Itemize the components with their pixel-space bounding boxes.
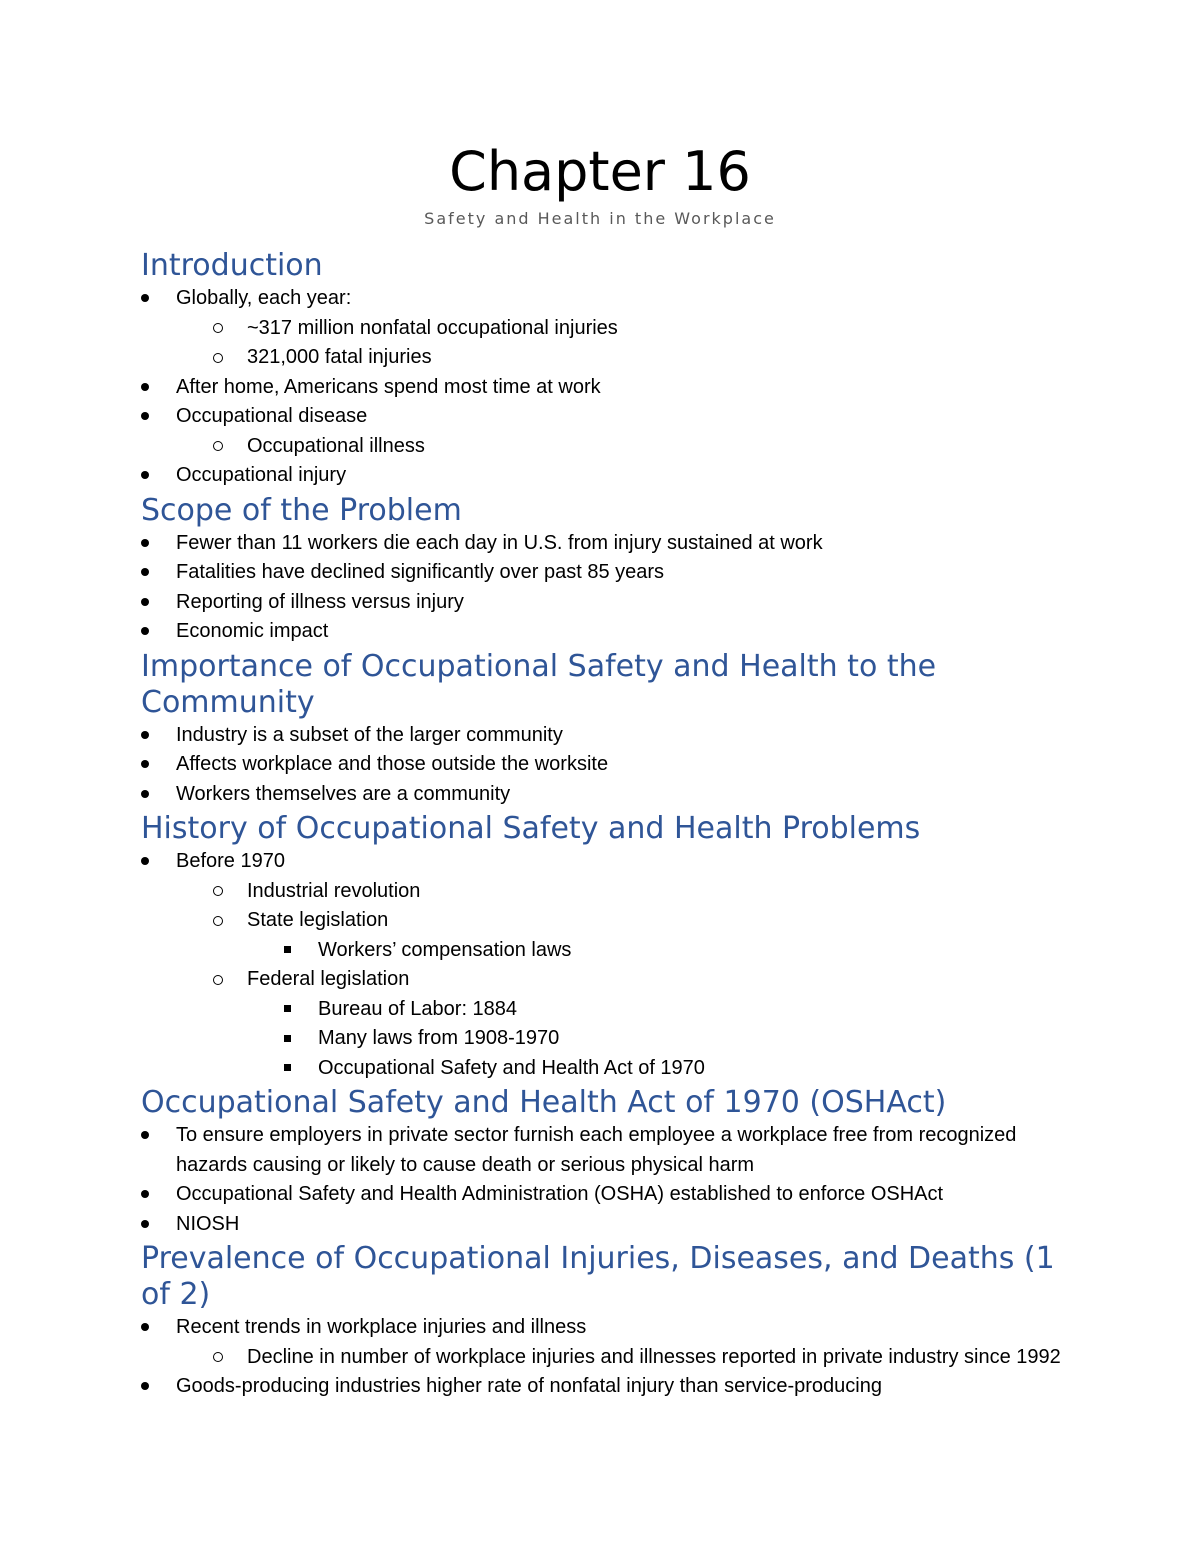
list-item-text: Decline in number of workplace injuries and illnesses reported in private industry since 1992: [247, 1345, 1061, 1368]
bullet-list: [141, 847, 1071, 1083]
list-item: [141, 877, 1071, 907]
list-item-text: To ensure employers in private sector furnish each employee a workplace free from recognized hazards causing or likely to cause death or serious physical harm: [176, 1124, 1017, 1176]
list-item: [141, 750, 1071, 780]
list-item: [141, 284, 1071, 314]
section-heading: Scope of the Problem: [141, 492, 462, 528]
bullet-circle-icon: [213, 906, 223, 936]
list-item: [141, 1210, 1071, 1240]
list-item-text: Goods-producing industries higher rate of nonfatal injury than service-producing: [176, 1375, 882, 1397]
list-item: [141, 373, 1071, 403]
bullet-dot-icon: [141, 721, 149, 751]
list-item-text: Occupational injury: [176, 464, 347, 486]
list-item: [141, 402, 1071, 432]
section-heading: Prevalence of Occupational Injuries, Diseases, and Deaths (1 of 2): [141, 1241, 1055, 1312]
list-item-text: ~317 million nonfatal occupational injuries: [247, 316, 618, 339]
list-item-text: Federal legislation: [247, 968, 410, 990]
bullet-dot-icon: [141, 1313, 149, 1343]
bullet-dot-icon: [141, 402, 149, 432]
list-item-text: Occupational Safety and Health Administration (OSHA) established to enforce OSHAct: [176, 1183, 944, 1205]
bullet-dot-icon: [141, 1372, 149, 1402]
list-item: [141, 1121, 1071, 1180]
bullet-circle-icon: [213, 314, 223, 344]
bullet-circle-icon: [213, 432, 223, 462]
bullet-square-icon: [284, 1024, 291, 1054]
section-heading: Introduction: [141, 248, 323, 283]
list-item: [141, 617, 1071, 647]
bullet-dot-icon: [141, 461, 149, 491]
bullet-circle-icon: [213, 343, 223, 373]
list-item: [141, 1343, 1071, 1373]
list-item-text: Affects workplace and those outside the worksite: [176, 753, 609, 775]
bullet-dot-icon: [141, 1210, 149, 1240]
list-item: [141, 1024, 1071, 1054]
bullet-list: [141, 1121, 1071, 1239]
section-heading: History of Occupational Safety and Health Problems: [141, 811, 921, 846]
bullet-dot-icon: [141, 558, 149, 588]
list-item-text: Globally, each year:: [176, 287, 352, 309]
list-item-text: 321,000 fatal injuries: [247, 346, 432, 368]
list-item-text: Economic impact: [176, 620, 329, 642]
bullet-dot-icon: [141, 780, 149, 810]
bullet-dot-icon: [141, 373, 149, 403]
list-item: [141, 1180, 1071, 1210]
list-item: [141, 847, 1071, 877]
list-item-text: Workers themselves are a community: [176, 782, 511, 805]
list-item: [141, 1313, 1071, 1343]
list-item: [141, 558, 1071, 588]
bullet-list: [141, 1313, 1071, 1402]
list-item: [141, 995, 1071, 1025]
list-item-text: After home, Americans spend most time at work: [176, 375, 601, 398]
list-item: [141, 314, 1071, 344]
list-item: [141, 780, 1071, 810]
list-item-text: Fatalities have declined significantly over past 85 years: [176, 561, 665, 583]
bullet-dot-icon: [141, 529, 149, 559]
list-item: [141, 906, 1071, 936]
bullet-list: [141, 529, 1071, 647]
bullet-circle-icon: [213, 965, 223, 995]
list-item-text: Workers’ compensation laws: [318, 938, 572, 961]
section-heading: Importance of Occupational Safety and Health to the Community: [141, 648, 937, 720]
list-item: [141, 461, 1071, 491]
list-item: [141, 936, 1071, 966]
bullet-square-icon: [284, 936, 291, 966]
list-item-text: State legislation: [247, 909, 389, 931]
list-item: [141, 529, 1071, 559]
bullet-dot-icon: [141, 588, 149, 618]
list-item-text: Occupational illness: [247, 434, 425, 457]
document-subtitle: Safety and Health in the Workplace: [424, 209, 776, 228]
bullet-dot-icon: [141, 847, 149, 877]
list-item: [141, 432, 1071, 462]
list-item: [141, 721, 1071, 751]
bullet-list: [141, 721, 1071, 810]
list-item: [141, 588, 1071, 618]
bullet-dot-icon: [141, 617, 149, 647]
list-item-text: Reporting of illness versus injury: [176, 590, 464, 613]
list-item-text: Before 1970: [176, 850, 285, 872]
list-item: [141, 343, 1071, 373]
list-item-text: NIOSH: [176, 1212, 240, 1235]
bullet-list: [141, 284, 1071, 491]
bullet-circle-icon: [213, 1343, 223, 1373]
list-item: [141, 1372, 1071, 1402]
list-item-text: Fewer than 11 workers die each day in U.S. from injury sustained at work: [176, 531, 823, 554]
bullet-square-icon: [284, 1054, 291, 1084]
bullet-dot-icon: [141, 750, 149, 780]
list-item-text: Many laws from 1908-1970: [318, 1027, 560, 1049]
list-item-text: Occupational Safety and Health Act of 1970: [318, 1056, 705, 1079]
list-item-text: Bureau of Labor: 1884: [318, 997, 518, 1020]
list-item-text: Occupational disease: [176, 405, 368, 427]
bullet-square-icon: [284, 995, 291, 1025]
bullet-dot-icon: [141, 1180, 149, 1210]
bullet-circle-icon: [213, 877, 223, 907]
list-item-text: Recent trends in workplace injuries and illness: [176, 1316, 587, 1338]
document-title: Chapter 16: [449, 140, 751, 203]
document-body: [141, 246, 1071, 1402]
bullet-dot-icon: [141, 1121, 149, 1151]
section-heading: Occupational Safety and Health Act of 1970 (OSHAct): [141, 1085, 947, 1120]
list-item: [141, 1054, 1071, 1084]
list-item: [141, 965, 1071, 995]
bullet-dot-icon: [141, 284, 149, 314]
list-item-text: Industry is a subset of the larger community: [176, 723, 563, 746]
list-item-text: Industrial revolution: [247, 879, 421, 902]
